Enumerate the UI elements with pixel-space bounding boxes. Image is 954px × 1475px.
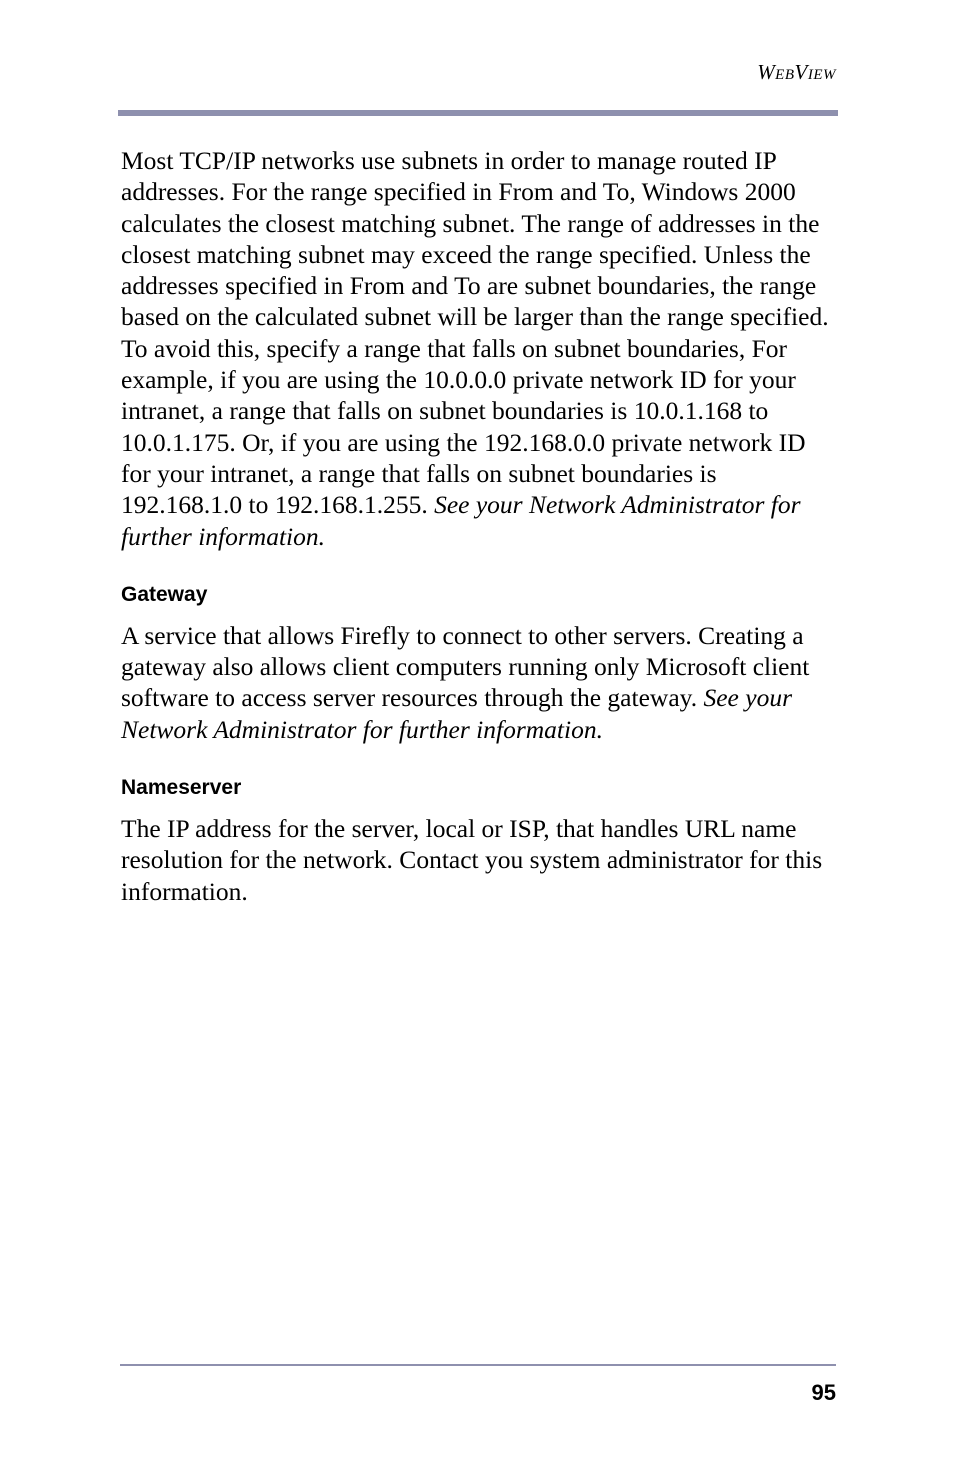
gateway-paragraph [121, 620, 837, 745]
intro-paragraph [121, 145, 837, 552]
header-rule [118, 110, 838, 116]
page-content [121, 145, 837, 907]
nameserver-heading: Nameserver [121, 776, 242, 800]
gateway-text: A service that allows Firefly to connect to other servers. Creating a gateway also allows client computers running only Microsoft client software to access server resources through the gateway. [121, 620, 810, 713]
gateway-heading: Gateway [121, 582, 208, 606]
running-header: WebView [757, 60, 836, 84]
intro-note: See your Network Administrator for further information. [121, 490, 801, 551]
page-number: 95 [811, 1380, 836, 1405]
intro-text: Most TCP/IP networks use subnets in order to manage routed IP addresses. For the range specified in From and To, Windows 2000 calculates the closest matching subnet. The range of addresses in the closest matching subnet may exceed the range specified. Unless the addresses specified in From and To are subnet boundaries, the range based on the calculated subnet will be larger than the range specified. To avoid this, specify a range that falls on subnet boundaries, For example, if you are using the 10.0.0.0 private network ID for your intranet, a range that falls on subnet boundaries is 10.0.1.168 to 10.0.1.175. Or, if you are using the 192.168.0.0 private network ID for your intranet, a range that falls on subnet boundaries is 192.168.1.0 to 192.168.1.255. [121, 146, 829, 520]
nameserver-paragraph [121, 813, 837, 907]
gateway-note: See your Network Administrator for further information. [121, 683, 792, 744]
nameserver-text: The IP address for the server, local or ISP, that handles URL name resolution for the network. Contact you system administrator for this information. [121, 814, 823, 906]
footer-rule [120, 1364, 836, 1366]
